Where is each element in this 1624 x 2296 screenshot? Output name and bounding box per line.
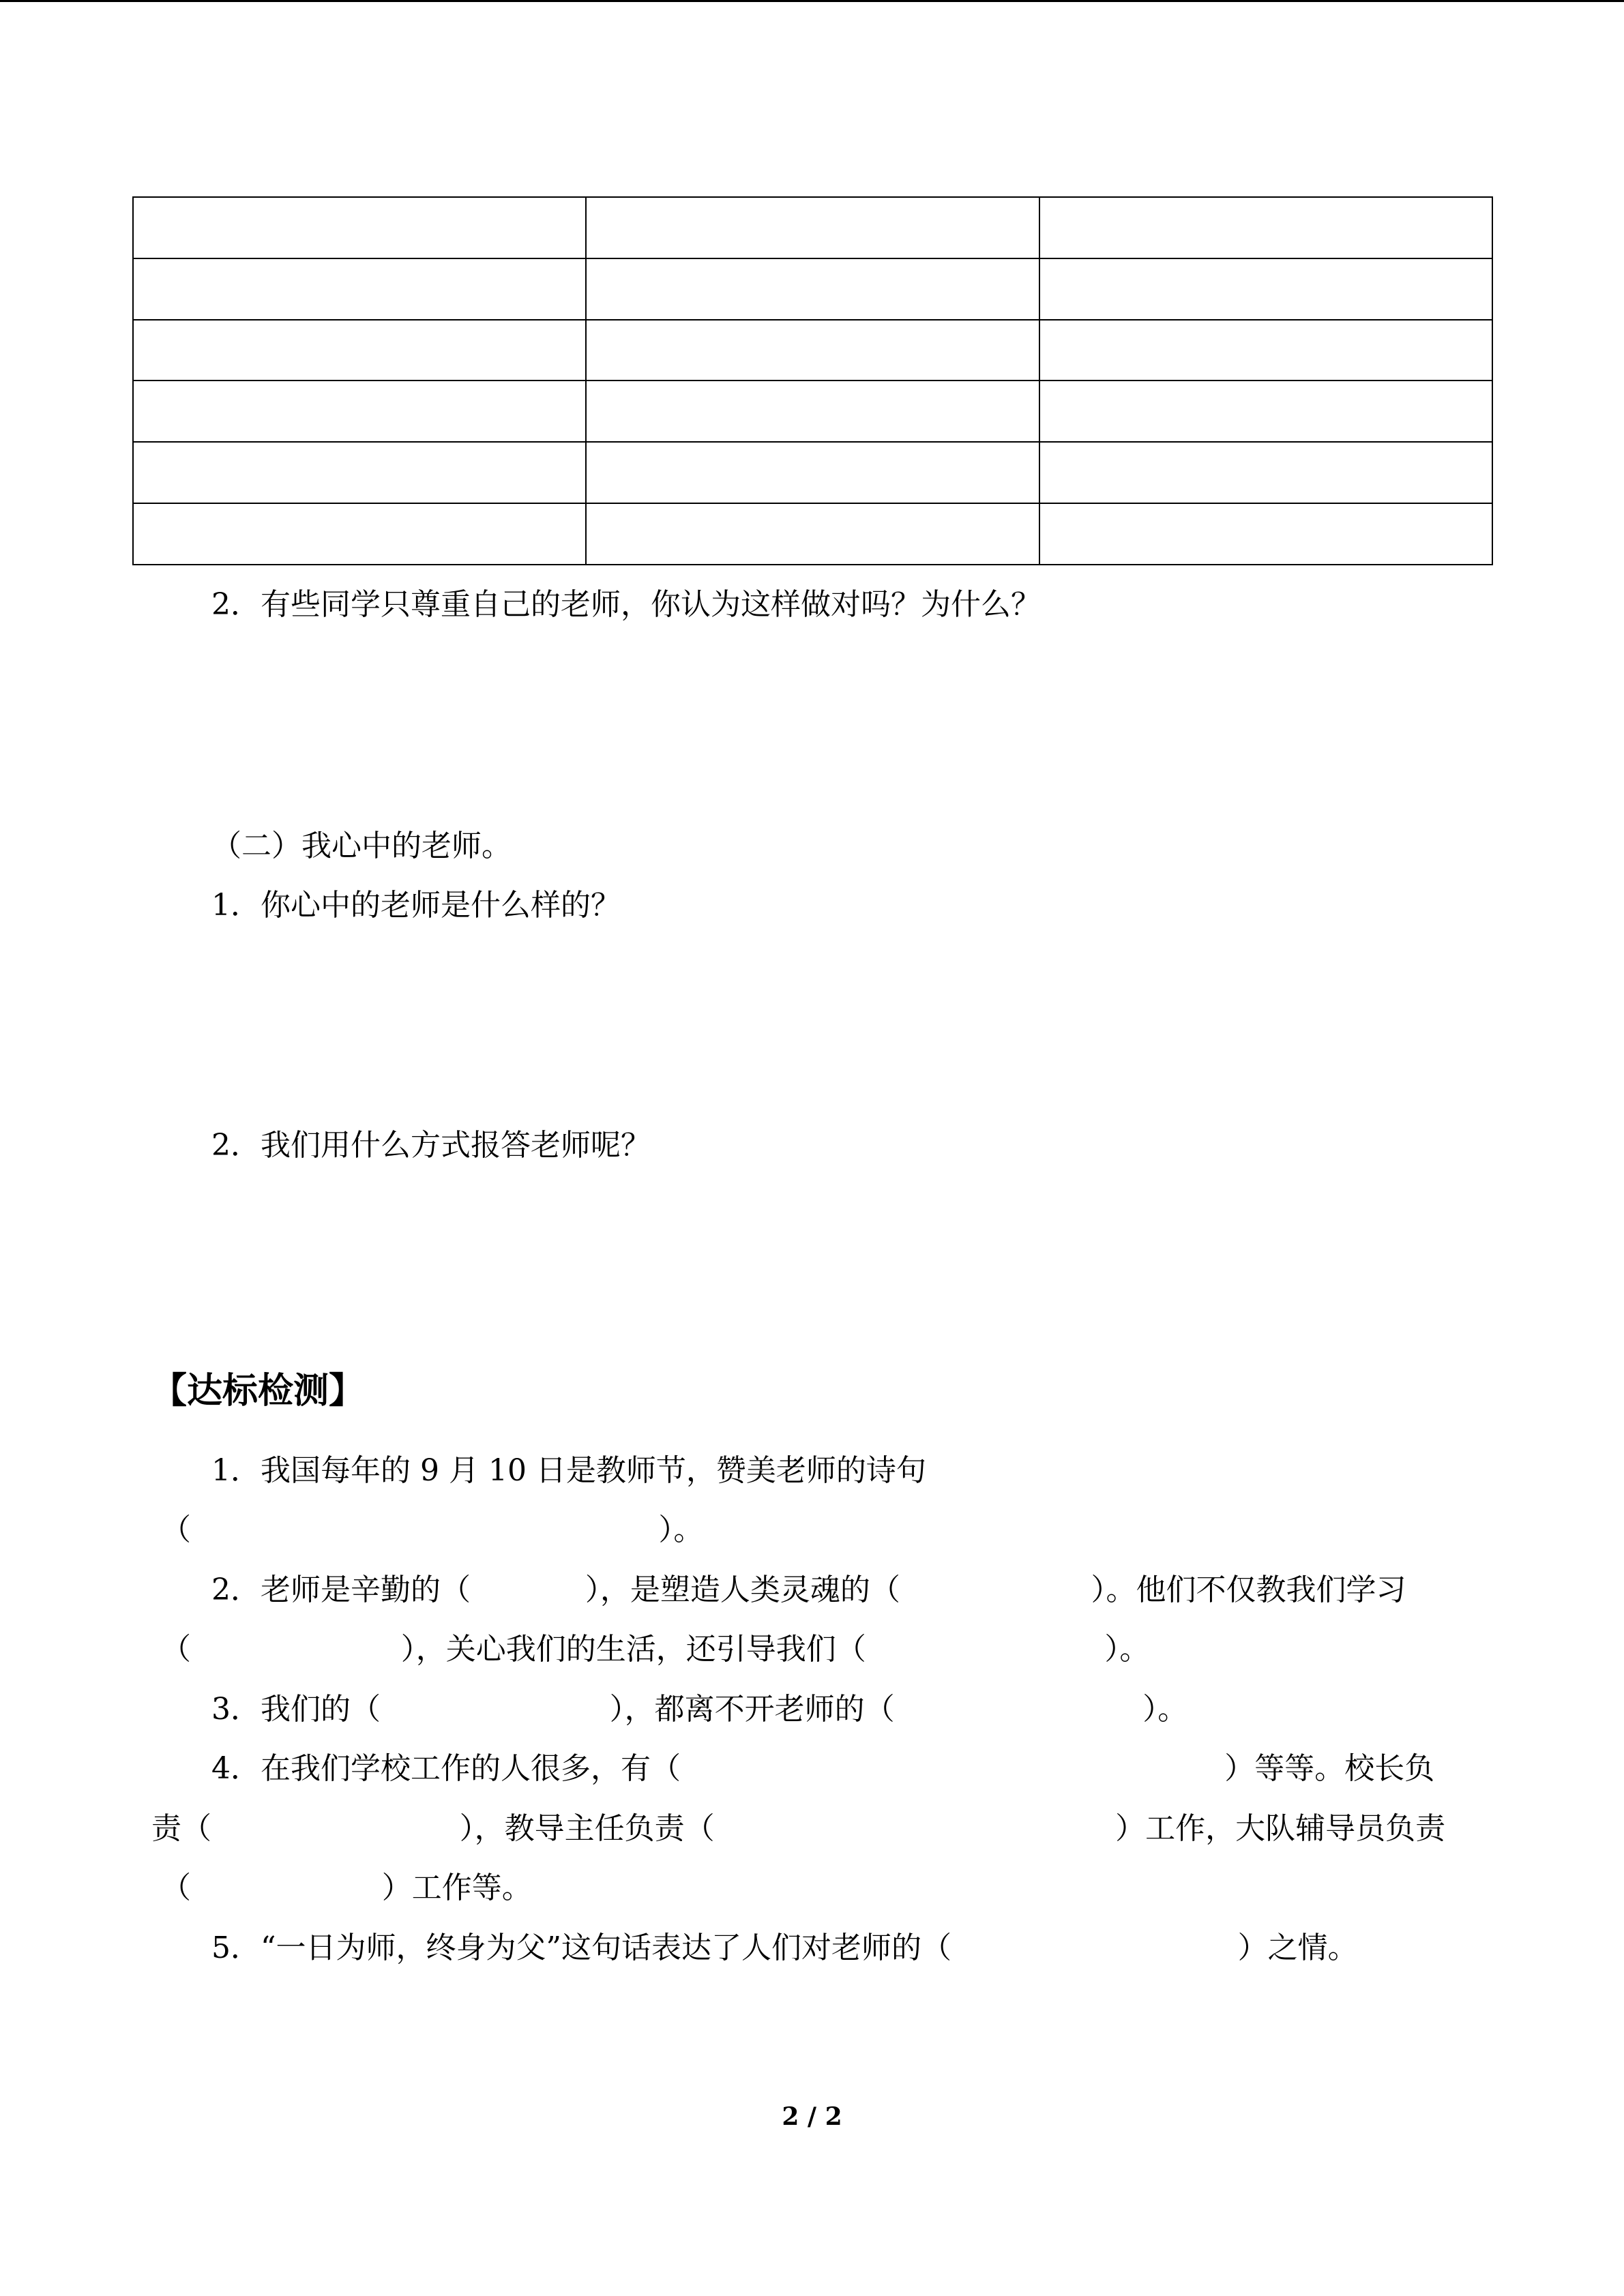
table-row [133, 258, 1492, 320]
test-item-1-blank: （ ）。 [161, 1512, 704, 1547]
table-cell[interactable] [133, 381, 586, 442]
test-heading: 【达标检测】 [151, 1370, 365, 1412]
test-item-1: 1．我国每年的 9 月 10 日是教师节，赞美老师的诗句 [211, 1453, 926, 1488]
table-row [133, 197, 1492, 258]
question-respect-teachers: 2．有些同学只尊重自己的老师，你认为这样做对吗？为什么？ [211, 587, 1041, 622]
question-repay-teacher: 2．我们用什么方式报答老师呢？ [211, 1128, 651, 1163]
table-cell[interactable] [1039, 503, 1492, 565]
section-title-my-teacher: （二）我心中的老师。 [211, 829, 512, 863]
table-cell[interactable] [133, 320, 586, 381]
table-row [133, 320, 1492, 381]
table-cell[interactable] [1039, 381, 1492, 442]
table-cell[interactable] [1039, 442, 1492, 503]
test-item-4-cont: 责（ ），教导主任负责（ ）工作，大队辅导员负责 [151, 1811, 1446, 1846]
question-teacher-in-heart: 1．你心中的老师是什么样的？ [211, 888, 621, 923]
table-cell[interactable] [586, 442, 1039, 503]
test-item-4: 4．在我们学校工作的人很多，有（ ）等等。校长负 [211, 1751, 1435, 1786]
test-item-3: 3．我们的（ ），都离不开老师的（ ）。 [211, 1692, 1188, 1727]
test-item-2-cont: （ ），关心我们的生活，还引导我们（ ）。 [161, 1632, 1150, 1667]
table-cell[interactable] [133, 197, 586, 258]
table-cell[interactable] [586, 320, 1039, 381]
table-cell[interactable] [586, 381, 1039, 442]
test-item-4-end: （ ）工作等。 [161, 1870, 532, 1905]
table-cell[interactable] [1039, 320, 1492, 381]
test-item-5: 5．“一日为师，终身为父”这句话表达了人们对老师的（ ）之情。 [211, 1930, 1358, 1965]
table-cell[interactable] [586, 258, 1039, 320]
table-row [133, 503, 1492, 565]
table-row [133, 381, 1492, 442]
page-number: 2 / 2 [782, 2102, 842, 2131]
test-item-2: 2．老师是辛勤的（ ），是塑造人类灵魂的（ ）。他们不仅教我们学习 [211, 1572, 1406, 1607]
table-cell[interactable] [1039, 258, 1492, 320]
table-cell[interactable] [133, 258, 586, 320]
table-row [133, 442, 1492, 503]
table-cell[interactable] [133, 503, 586, 565]
table-cell[interactable] [586, 197, 1039, 258]
table-cell[interactable] [586, 503, 1039, 565]
blank-table [132, 196, 1493, 565]
table-cell[interactable] [1039, 197, 1492, 258]
table-cell[interactable] [133, 442, 586, 503]
